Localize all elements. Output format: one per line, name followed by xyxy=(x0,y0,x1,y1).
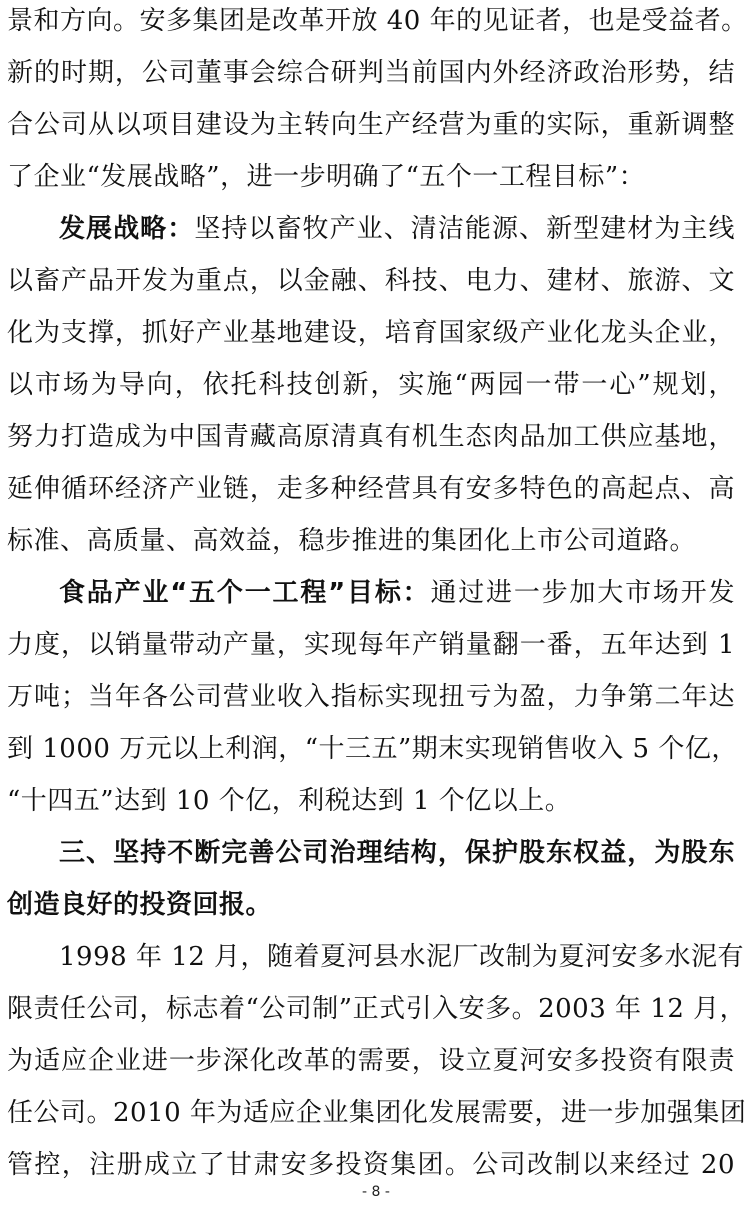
text-line: 化为支撑，抓好产业基地建设，培育国家级产业化龙头企业， xyxy=(7,318,735,348)
text-line xyxy=(59,214,735,244)
text-span: 坚持以畜牧产业、清洁能源、新型建材为主线 xyxy=(194,214,735,244)
text-line: 任公司。2010 年为适应企业集团化发展需要，进一步加强集团 xyxy=(7,1098,747,1128)
text-line: 限责任公司，标志着“公司制”正式引入安多。2003 年 12 月， xyxy=(7,994,747,1024)
text-line: 以畜产品开发为重点，以金融、科技、电力、建材、旅游、文 xyxy=(7,266,735,296)
text-line: 为适应企业进一步深化改革的需要，设立夏河安多投资有限责 xyxy=(7,1046,735,1076)
page-number: - 8 - xyxy=(362,1184,390,1200)
text-line: 了企业“发展战略”，进一步明确了“五个一工程目标”： xyxy=(7,162,646,192)
text-line: 力度，以销量带动产量，实现每年产销量翻一番，五年达到 1 xyxy=(7,630,735,660)
text-line: 景和方向。安多集团是改革开放 40 年的见证者，也是受益者。 xyxy=(7,6,748,36)
text-line: 标准、高质量、高效益，稳步推进的集团化上市公司道路。 xyxy=(7,526,697,556)
text-span: 通过进一步加大市场开发 xyxy=(430,578,735,608)
paragraph-label: 食品产业“五个一工程”目标： xyxy=(59,578,431,608)
text-line: 以市场为导向，依托科技创新，实施“两园一带一心”规划， xyxy=(7,370,735,400)
text-line: 新的时期，公司董事会综合研判当前国内外经济政治形势，结 xyxy=(7,58,735,88)
text-line: 到 1000 万元以上利润，“十三五”期末实现销售收入 5 个亿， xyxy=(7,734,738,764)
text-line: 努力打造成为中国青藏高原清真有机生态肉品加工供应基地， xyxy=(7,422,735,452)
text-line: 1998 年 12 月，随着夏河县水泥厂改制为夏河安多水泥有 xyxy=(59,942,745,972)
text-line: 万吨；当年各公司营业收入指标实现扭亏为盈，力争第二年达 xyxy=(7,682,735,712)
section-heading: 创造良好的投资回报。 xyxy=(7,890,273,920)
text-line: “十四五”达到 10 个亿，利税达到 1 个亿以上。 xyxy=(7,786,572,816)
section-heading: 三、坚持不断完善公司治理结构，保护股东权益，为股东 xyxy=(59,838,735,868)
text-line xyxy=(59,578,735,608)
text-line: 合公司从以项目建设为主转向生产经营为重的实际，重新调整 xyxy=(7,110,735,140)
text-line: 延伸循环经济产业链，走多种经营具有安多特色的高起点、高 xyxy=(7,474,735,504)
paragraph-label: 发展战略： xyxy=(59,214,195,244)
text-line: 管控，注册成立了甘肃安多投资集团。公司改制以来经过 20 xyxy=(7,1150,735,1180)
